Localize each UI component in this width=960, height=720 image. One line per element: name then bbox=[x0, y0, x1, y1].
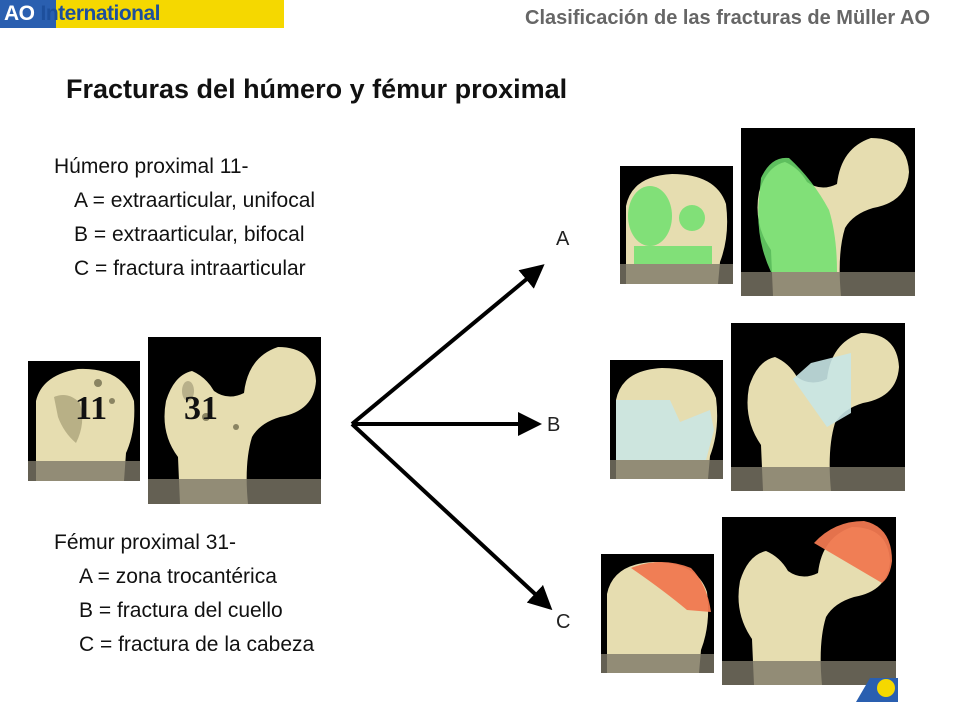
ao-corner-logo-icon bbox=[856, 674, 898, 702]
humerus-item-a: A = extraarticular, unifocal bbox=[74, 189, 316, 212]
femur-type-b-image bbox=[731, 323, 905, 491]
arrow-label-a: A bbox=[556, 228, 570, 250]
arrow-label-b: B bbox=[547, 414, 561, 436]
femur-type-c-image bbox=[722, 517, 896, 685]
femur-item-a: A = zona trocantérica bbox=[79, 565, 277, 588]
humerus-number-label: 11 bbox=[75, 390, 108, 427]
arrow-label-c: C bbox=[556, 611, 571, 633]
femur-item-b: B = fractura del cuello bbox=[79, 599, 283, 622]
humerus-type-b-image bbox=[610, 360, 723, 479]
humerus-heading: Húmero proximal 11- bbox=[54, 155, 249, 178]
humerus-type-c-image bbox=[601, 554, 714, 673]
femur-bone-image bbox=[148, 337, 321, 504]
header-title: Clasificación de las fracturas de Müller AO bbox=[525, 7, 930, 29]
femur-item-c: C = fractura de la cabeza bbox=[79, 633, 315, 656]
femur-heading: Fémur proximal 31- bbox=[54, 531, 237, 554]
arrow-to-a bbox=[352, 268, 540, 424]
logo-international-text: International bbox=[40, 2, 161, 25]
humerus-item-b: B = extraarticular, bifocal bbox=[74, 223, 305, 246]
slide-title: Fracturas del húmero y fémur proximal bbox=[66, 74, 568, 104]
ao-international-logo bbox=[0, 0, 284, 28]
arrow-to-c bbox=[352, 424, 548, 606]
femur-list bbox=[54, 526, 314, 662]
femur-type-a-image bbox=[741, 128, 915, 296]
humerus-list bbox=[54, 150, 315, 286]
femur-number-label: 31 bbox=[184, 390, 218, 427]
humerus-type-a-image bbox=[620, 166, 733, 284]
classification-arrows bbox=[340, 250, 560, 620]
humerus-item-c: C = fractura intraarticular bbox=[74, 257, 306, 280]
logo-text bbox=[4, 2, 160, 26]
logo-ao-text: AO bbox=[4, 2, 35, 25]
